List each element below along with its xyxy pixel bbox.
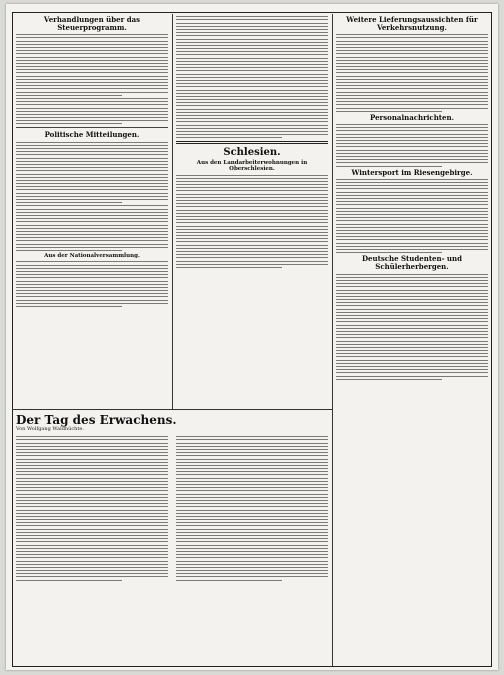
article-body bbox=[176, 175, 328, 268]
article-body bbox=[336, 34, 488, 112]
article-body bbox=[16, 34, 168, 124]
article-subheading: Aus den Landarbeiterwohnungen in Oberschlesien. bbox=[196, 160, 308, 173]
column-c bbox=[336, 14, 488, 382]
column-separator bbox=[332, 14, 333, 667]
article-heading: Verhandlungen über das Steuerprogramm. bbox=[43, 15, 141, 32]
feuilleton-rule bbox=[12, 409, 332, 410]
article-body bbox=[336, 179, 488, 253]
column-separator bbox=[172, 14, 173, 409]
article-body bbox=[336, 124, 488, 166]
column-b bbox=[176, 14, 328, 270]
divider bbox=[16, 127, 168, 128]
feuilleton-column-left bbox=[16, 434, 168, 583]
feuilleton-column-right bbox=[176, 434, 328, 583]
section-divider bbox=[176, 141, 328, 144]
article-heading: Deutsche Studenten- und Schülerherbergen. bbox=[361, 254, 463, 272]
article-body bbox=[336, 274, 488, 380]
article-heading: Personalnachrichten. bbox=[370, 112, 454, 122]
article-body bbox=[16, 142, 168, 251]
feuilleton bbox=[16, 414, 328, 583]
column-a bbox=[16, 14, 168, 309]
article-heading: Politische Mitteilungen. bbox=[44, 130, 140, 140]
article-heading: Weitere Lieferungsaussichten für Verkehrsnutzung. bbox=[346, 15, 478, 32]
section-heading: Schlesien. bbox=[223, 147, 281, 159]
article-heading: Wintersport im Riesengebirge. bbox=[351, 167, 473, 177]
article-body bbox=[176, 16, 328, 138]
newspaper-page bbox=[6, 4, 498, 670]
feuilleton-byline: Von Wolfgang Waldhüchte. bbox=[16, 426, 84, 432]
article-body bbox=[16, 261, 168, 307]
feuilleton-title: Der Tag des Erwachens. bbox=[16, 413, 177, 427]
article-subheading: Aus der Nationalversammlung. bbox=[44, 253, 140, 260]
